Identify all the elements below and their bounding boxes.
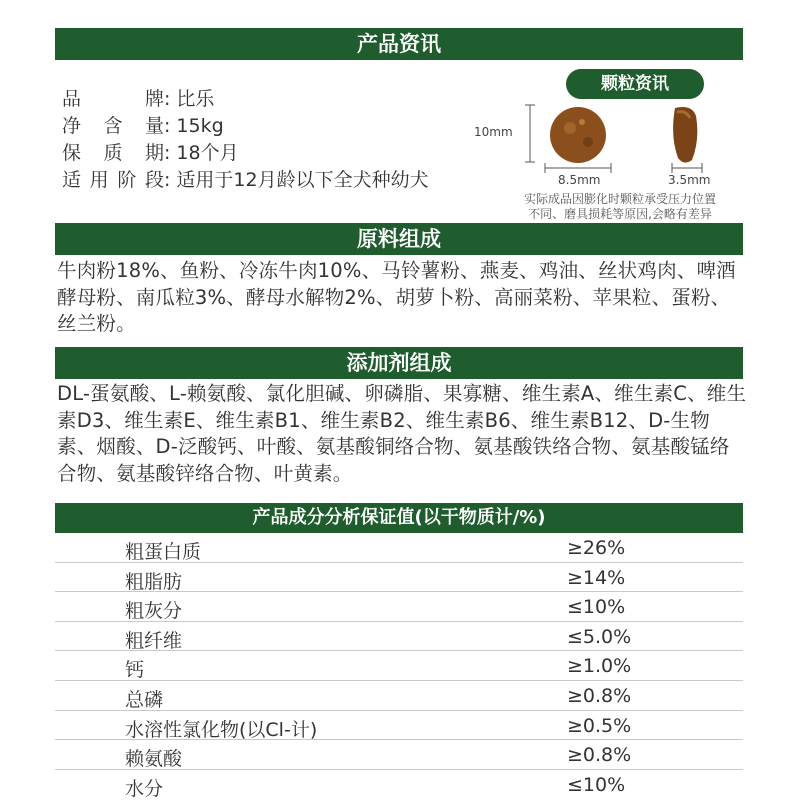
table-row [55, 681, 743, 711]
nutrient-value: ≤5.0% [567, 625, 632, 648]
height-label: 10mm [474, 125, 513, 139]
nutrient-value: ≥14% [567, 566, 626, 589]
nutrient-value: ≥0.8% [567, 684, 632, 707]
nutrient-value: ≤10% [567, 596, 626, 619]
additives-header [55, 347, 743, 379]
label-char: 牌 [144, 88, 164, 110]
kibble-texture [583, 137, 593, 147]
product-info-title: 产品资讯 [357, 32, 441, 56]
granule-note [470, 192, 770, 222]
label-char: 品 [62, 88, 82, 110]
info-label-shelf-life [62, 140, 164, 167]
additives-text: DL-蛋氨酸、L-赖氨酸、氯化胆碱、卵磷脂、果寡糖、维生素A、维生素C、维生素D3、维生素E、维生素B1、维生素B2、维生素B6、维生素B12、D-生物素、烟酸、D-泛酸钙、叶酸、氨基酸铜络合物、氨基酸铁络合物、氨基酸锰络合物、氨基酸锌络合物、叶黄素。 [57, 382, 747, 485]
granule-info-badge: 颗粒资讯 [566, 69, 704, 99]
info-colon: : [164, 169, 171, 191]
additives-title: 添加剂组成 [346, 351, 452, 375]
info-row-stage [62, 167, 429, 194]
label-char: 含 [103, 115, 123, 137]
table-row [55, 740, 743, 770]
label-char: 段 [144, 169, 164, 191]
label-char: 净 [62, 115, 82, 137]
ingredients-title: 原料组成 [357, 227, 441, 251]
info-colon: : [164, 142, 171, 164]
info-colon: : [164, 88, 171, 110]
nutrient-value: ≥0.8% [567, 744, 632, 767]
info-value-shelf-life: 18个月 [176, 142, 239, 164]
label-char: 保 [62, 142, 82, 164]
info-label-stage [62, 167, 164, 194]
nutrient-name: 粗蛋白质 [125, 541, 202, 563]
info-label-brand [62, 86, 164, 113]
analysis-title: 产品成分分析保证值(以干物质计/%) [252, 507, 546, 528]
nutrient-value: ≥1.0% [567, 655, 632, 678]
info-row-shelf-life [62, 140, 429, 167]
table-row [55, 592, 743, 622]
table-row [55, 563, 743, 593]
info-value-weight: 15kg [176, 115, 224, 137]
product-info-list [62, 86, 429, 194]
label-char: 阶 [117, 169, 137, 191]
info-value-stage: 适用于12月龄以下全犬种幼犬 [176, 169, 429, 191]
label-char: 量 [144, 115, 164, 137]
ingredients-header [55, 223, 743, 255]
label-char: 质 [103, 142, 123, 164]
nutrient-name: 粗脂肪 [125, 570, 183, 593]
ingredients-text: 牛肉粉18%、鱼粉、冷冻牛肉10%、马铃薯粉、燕麦、鸡油、丝状鸡肉、啤酒酵母粉、南瓜粒3%、酵母水解物2%、胡萝卜粉、高丽菜粉、苹果粒、蛋粉、丝兰粉。 [57, 259, 736, 335]
nutrient-value: ≥0.5% [567, 714, 632, 737]
label-char: 期 [144, 142, 164, 164]
nutrient-name: 粗纤维 [125, 629, 183, 652]
kibble-texture [564, 122, 576, 134]
analysis-header [55, 503, 743, 533]
nutrient-name: 水溶性氯化物(以Cl-计) [125, 718, 318, 741]
info-colon: : [164, 115, 171, 137]
granule-note-line: 实际成品因膨化时颗粒承受压力位置 [523, 192, 716, 206]
nutrient-value: ≥26% [567, 537, 626, 559]
info-label-weight [62, 113, 164, 140]
table-row [55, 711, 743, 741]
nutrient-value: ≤10% [567, 773, 626, 796]
table-row [55, 622, 743, 652]
nutrient-name: 钙 [125, 659, 145, 682]
info-value-brand: 比乐 [176, 88, 215, 110]
granule-note-line: 不同、磨具损耗等原因,会略有差异 [528, 207, 712, 221]
side-kibble-icon [673, 107, 697, 163]
nutrient-name: 粗灰分 [125, 600, 183, 623]
info-row-weight [62, 113, 429, 140]
label-char: 用 [89, 169, 109, 191]
label-char: 适 [62, 169, 82, 191]
product-info-header [55, 28, 743, 60]
table-row [55, 651, 743, 681]
width-label: 8.5mm [558, 173, 601, 187]
info-row-brand [62, 86, 429, 113]
round-kibble-icon [550, 107, 606, 163]
kibble-texture [579, 119, 585, 125]
analysis-table [55, 533, 743, 798]
table-row [55, 770, 743, 799]
table-row [55, 533, 743, 563]
thickness-label: 3.5mm [668, 173, 711, 187]
nutrient-name: 水分 [125, 777, 164, 800]
nutrient-name: 总磷 [125, 688, 164, 711]
nutrient-name: 赖氨酸 [125, 748, 183, 771]
